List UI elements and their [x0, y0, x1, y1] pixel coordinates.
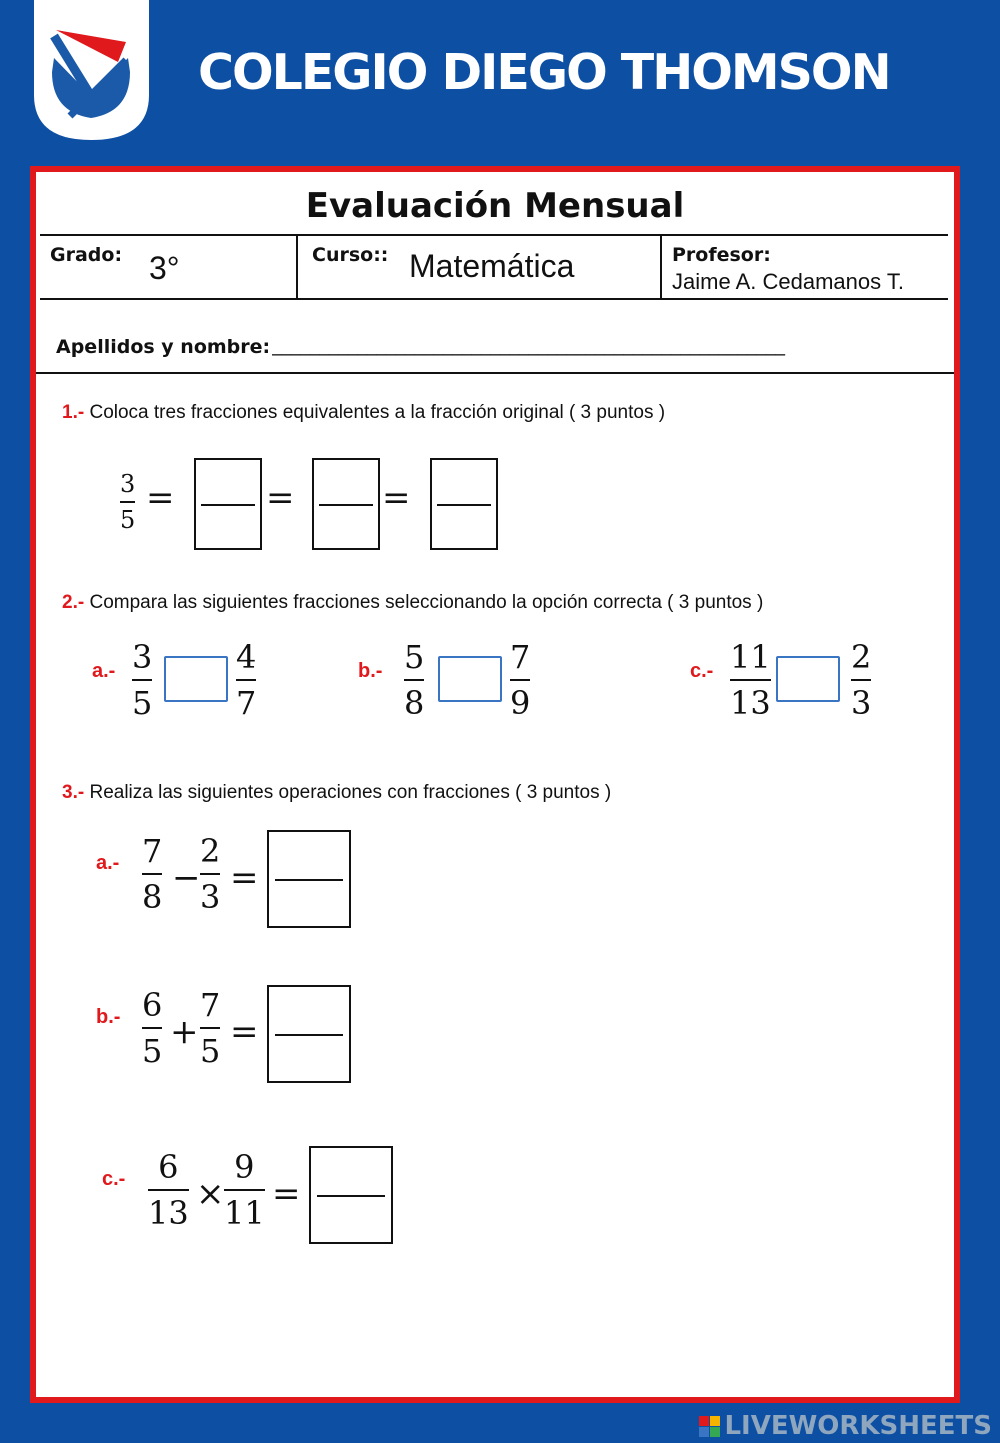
equals-sign: = [382, 478, 411, 518]
question-number: 1.- [62, 402, 85, 423]
question-text: Compara las siguientes fracciones seleccionando la opción correcta ( 3 puntos ) [89, 592, 764, 613]
equals-sign: = [146, 478, 175, 518]
item-label: a.- [96, 852, 120, 874]
answer-box[interactable] [309, 1146, 393, 1244]
grado-label: Grado: [50, 244, 123, 266]
question-2 [62, 592, 763, 614]
grado-value: 3° [149, 250, 180, 286]
comparison-select[interactable] [776, 656, 840, 702]
fraction: 3 5 [132, 638, 153, 722]
original-fraction [120, 470, 135, 534]
equals-sign: = [272, 1174, 301, 1214]
fraction: 7 8 [142, 832, 163, 916]
school-logo [34, 0, 149, 140]
name-label: Apellidos y nombre: [56, 336, 271, 358]
divider [36, 372, 954, 374]
fraction: 7 5 [200, 986, 221, 1070]
question-text: Coloca tres fracciones equivalentes a la fracción original ( 3 puntos ) [89, 402, 666, 423]
comparison-select[interactable] [438, 656, 502, 702]
question-number: 3.- [62, 782, 85, 803]
profesor-label: Profesor: [672, 244, 771, 266]
answer-box[interactable] [194, 458, 262, 550]
fraction: 5 8 [404, 638, 425, 722]
divider [40, 298, 948, 300]
fraction: 11 13 [730, 638, 771, 722]
denominator: 5 [120, 506, 136, 534]
answer-box[interactable] [430, 458, 498, 550]
equals-sign: = [230, 858, 259, 898]
item-label: c.- [102, 1168, 126, 1190]
answer-box[interactable] [267, 985, 351, 1083]
fraction: 6 13 [148, 1148, 189, 1232]
school-name: COLEGIO DIEGO THOMSON [198, 44, 890, 101]
fraction: 2 3 [200, 832, 221, 916]
divider [40, 234, 948, 236]
fraction: 6 5 [142, 986, 163, 1070]
divider [660, 234, 662, 300]
item-label: b.- [96, 1006, 121, 1028]
question-1 [62, 402, 665, 424]
numerator: 3 [120, 470, 136, 498]
item-label: c.- [690, 660, 714, 682]
answer-box[interactable] [267, 830, 351, 928]
fraction: 2 3 [851, 638, 872, 722]
item-label: b.- [358, 660, 383, 682]
operator: + [170, 1012, 199, 1052]
worksheet [30, 166, 960, 1403]
operator: − [172, 858, 201, 898]
fraction: 4 7 [236, 638, 257, 722]
divider [296, 234, 298, 300]
equals-sign: = [266, 478, 295, 518]
brand-text: LIVEWORKSHEETS [724, 1411, 992, 1441]
operator: × [196, 1174, 225, 1214]
fraction: 9 11 [224, 1148, 265, 1232]
question-number: 2.- [62, 592, 85, 613]
equals-sign: = [230, 1012, 259, 1052]
curso-label: Curso:: [312, 244, 389, 266]
profesor-value: Jaime A. Cedamanos T. [672, 269, 904, 294]
answer-box[interactable] [312, 458, 380, 550]
fraction: 7 9 [510, 638, 531, 722]
question-text: Realiza las siguientes operaciones con fracciones ( 3 puntos ) [89, 782, 612, 803]
question-3 [62, 782, 611, 804]
evaluation-title: Evaluación Mensual [305, 186, 685, 226]
item-label: a.- [92, 660, 116, 682]
name-line[interactable]: ______________________________________________________ [272, 334, 785, 356]
comparison-select[interactable] [164, 656, 228, 702]
liveworksheets-brand [699, 1411, 992, 1441]
liveworksheets-icon [699, 1416, 720, 1437]
curso-value: Matemática [409, 248, 575, 284]
